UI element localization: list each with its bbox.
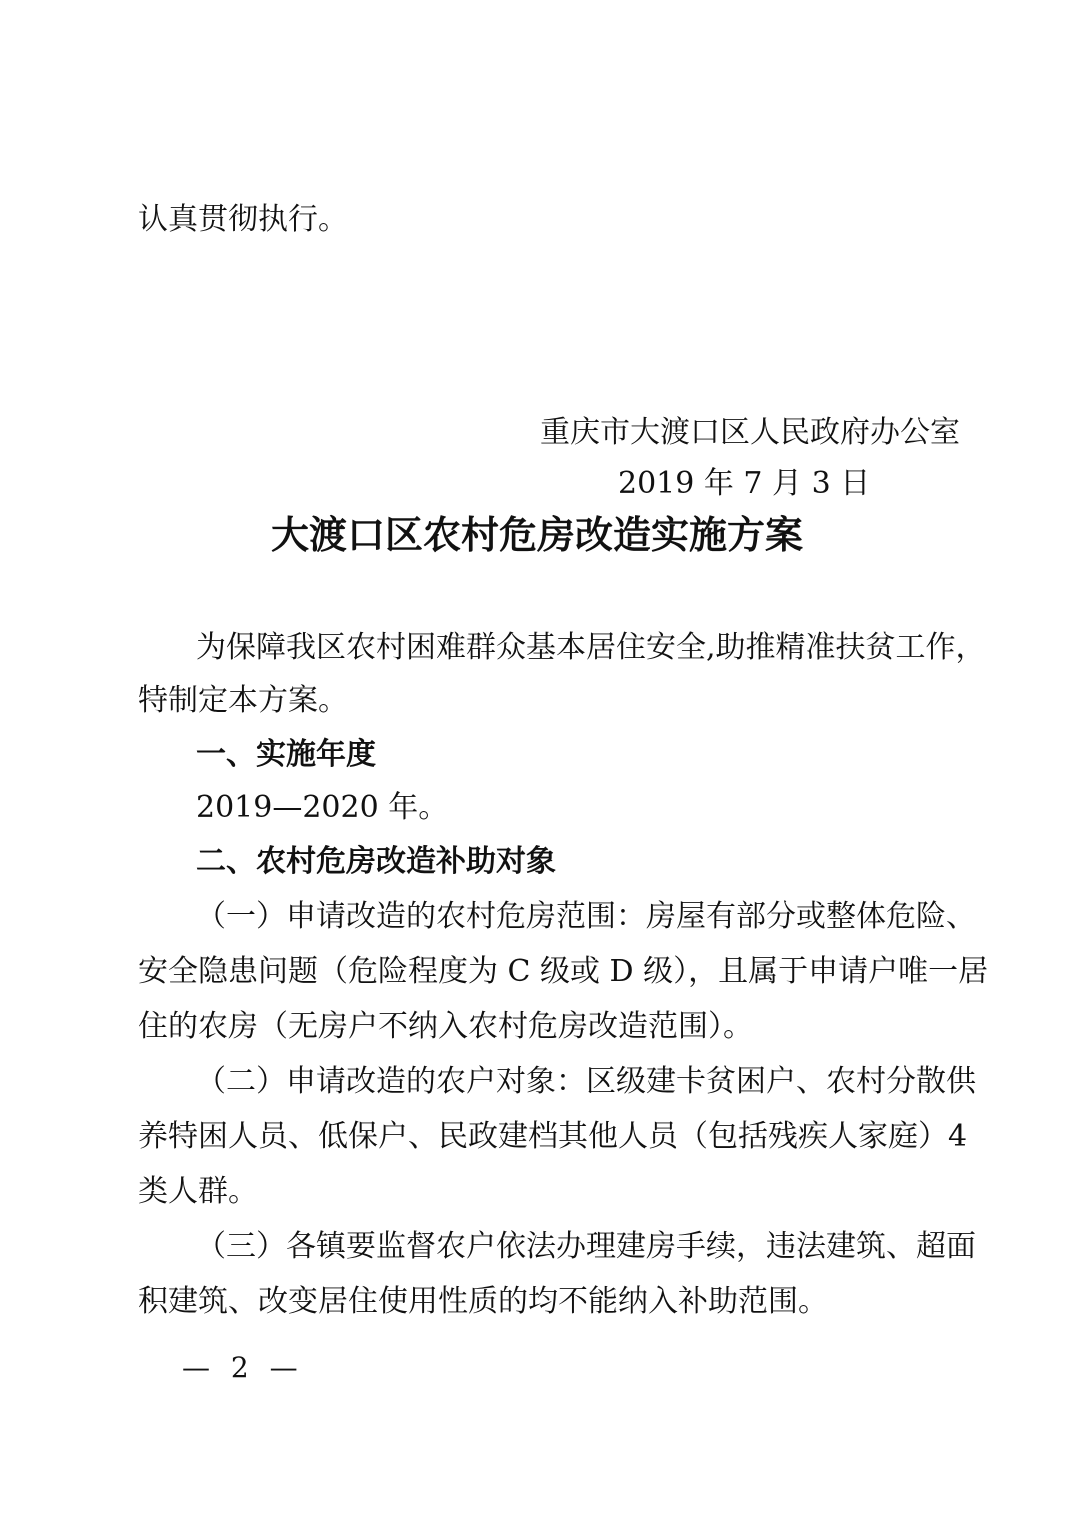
intro-line-1: 为保障我区农村困难群众基本居住安全,助推精准扶贫工作， [196,630,986,665]
section-1-body: 2019—2020 年。 [196,790,449,825]
item-1-line-3: 住的农房（无房户不纳入农村危房改造范围）。 [138,1009,753,1044]
issuer-name: 重庆市大渡口区人民政府办公室 [540,415,960,450]
section-heading-2: 二、农村危房改造补助对象 [196,844,556,879]
item-2-line-1: （二）申请改造的农户对象：区级建卡贫困户、农村分散供 [196,1064,976,1099]
item-1-line-2: 安全隐患问题（危险程度为 C 级或 D 级），且属于申请户唯一居 [138,954,989,989]
page-number: — 2 — [182,1351,304,1384]
item-3-line-1: （三）各镇要监督农户依法办理建房手续，违法建筑、超面 [196,1229,976,1264]
section-heading-1: 一、实施年度 [196,737,376,772]
item-2-line-3: 类人群。 [138,1174,258,1209]
item-3-line-2: 积建筑、改变居住使用性质的均不能纳入补助范围。 [138,1284,828,1319]
intro-line-2: 特制定本方案。 [138,683,348,718]
item-1-line-1: （一）申请改造的农村危房范围：房屋有部分或整体危险、 [196,899,976,934]
issue-date: 2019 年 7 月 3 日 [618,466,871,501]
item-2-line-2: 养特困人员、低保户、民政建档其他人员（包括残疾人家庭）4 [138,1119,968,1154]
document-title: 大渡口区农村危房改造实施方案 [270,512,803,557]
continuation-text: 认真贯彻执行。 [138,202,348,237]
